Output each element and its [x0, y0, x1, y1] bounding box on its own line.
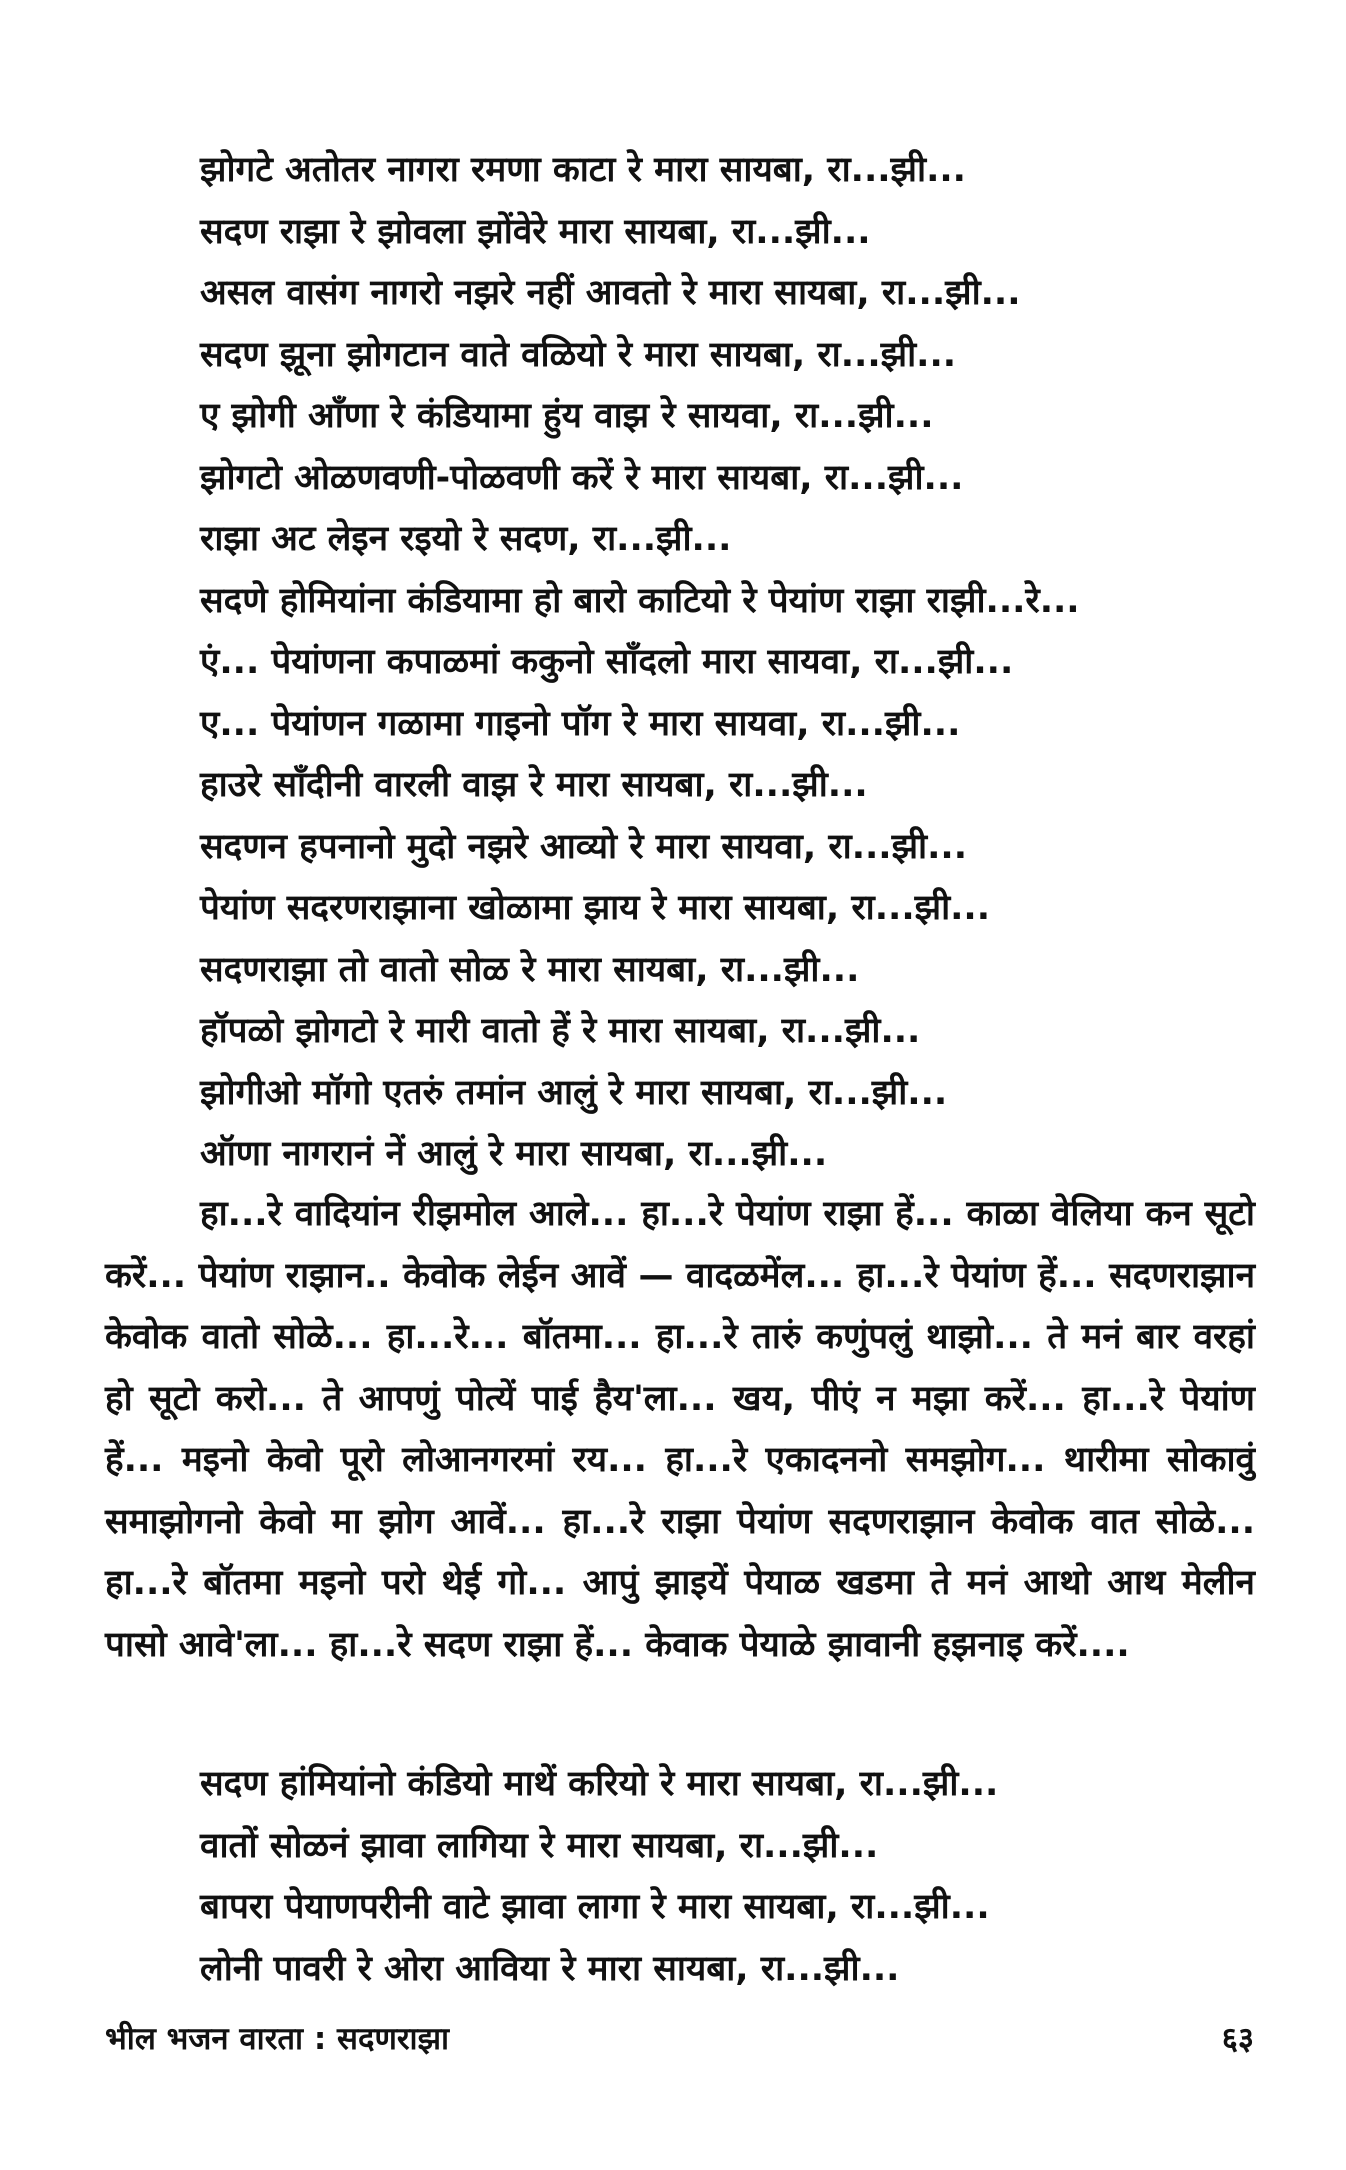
verse-line: हॉपळो झोगटो रे मारी वातो हें रे मारा सायबा, रा...झी... [200, 1011, 921, 1051]
verse-line: सदण झूना झोगटान वाते वळियो रे मारा सायबा, रा...झी... [200, 334, 957, 375]
verse-line: झोगटे अतोतर नागरा रमणा काटा रे मारा सायबा, रा...झी... [200, 150, 966, 190]
verse-line: सदणन हपनानो मुदो नझरे आव्यो रे मारा सायवा, रा...झी... [200, 826, 968, 867]
verse-line: सदण हांमियांनो कंडियो माथें करियो रे मारा सायबा, रा...झी... [200, 1764, 999, 1804]
running-footer-title: भील भजन वारता : सदणराझा [105, 2021, 450, 2057]
verse-block-bottom [200, 1754, 1260, 2000]
verse-line: हाउरे साँदीनी वारली वाझ रे मारा सायबा, रा...झी... [200, 765, 868, 805]
verse-line: पेयांण सदरणराझाना खोळामा झाय रे मारा सायबा, रा...झी... [200, 888, 991, 928]
prose-paragraph: हा...रे वादियांन रीझमोल आले... हा...रे पेयांण राझा हें... काळा वेलिया कन सूटो करें... पेयांण राझान.. केवोक लेईन आवें — वादळमेंल... हा...रे पेयांण हें... सदणराझान केवोक वातो सोळे... हा...रे... बॉतमा... हा...रे तारुं कणुंपलुं थाझो... ते मनं बार वरहां हो सूटो करो... ते आपणुं पोत्यें पाई हैय'ला... खय, पीएं न मझा करें... हा...रे पेयांण हें... मइनो केवो पूरो लोआनगरमां रय... हा...रे एकादननो समझोग... थारीमा सोकावुं समाझोगनो केवो मा झोग आवें... हा...रे राझा पेयांण सदणराझान केवोक वात सोळे... हा...रे बॉतमा मइनो परो थेई गो... आपुं झाइयें पेयाळ खडमा ते मनं आथो आथ मेलीन पासो आवे'ला... हा...रे सदण राझा हें... केवाक पेयाळे झावानी हझनाइ करें.... [105, 1194, 1255, 1665]
verse-line: झोगटो ओळणवणी-पोळवणी करें रे मारा सायबा, रा...झी... [200, 457, 964, 498]
verse-line: सदणराझा तो वातो सोळ रे मारा सायबा, रा...झी... [200, 949, 860, 990]
page-footer [105, 2017, 1254, 2065]
verse-line: सदण राझा रे झोवला झोंवेरे मारा सायबा, रा...झी... [200, 211, 871, 252]
verse-line: वातों सोळनं झावा लागिया रे मारा सायबा, रा...झी... [200, 1825, 879, 1866]
verse-block-top [200, 140, 1260, 1186]
verse-line: लोनी पावरी रे ओरा आविया रे मारा सायबा, रा...झी... [200, 1948, 900, 1989]
verse-line: सदणे होमियांना कंडियामा हो बारो काटियो रे पेयांण राझा राझी...रे... [200, 580, 1080, 621]
verse-line: झोगीओ मॉगो एतरुं तमांन आलुं रे मारा सायबा, रा...झी... [200, 1072, 948, 1113]
verse-line: ए... पेयांणन गळामा गाइनो पॉग रे मारा सायवा, रा...झी... [200, 703, 961, 744]
verse-line: ए झोगी आँणा रे कंडियामा हुंय वाझ रे सायवा, रा...झी... [200, 396, 934, 436]
verse-line: राझा अट लेइन रइयो रे सदण, रा...झी... [200, 519, 732, 559]
verse-line: एं... पेयांणना कपाळमां ककुनो साँदलो मारा सायवा, रा...झी... [200, 642, 1014, 682]
verse-line: बापरा पेयाणपरीनी वाटे झावा लागा रे मारा सायबा, रा...झी... [200, 1887, 990, 1927]
verse-line: ऑणा नागरानं नें आलुं रे मारा सायबा, रा...झी... [200, 1134, 828, 1174]
page-number: ६३ [1221, 2021, 1254, 2057]
verse-line: असल वासंग नागरो नझरे नहीं आवतो रे मारा सायबा, रा...झी... [200, 273, 1021, 313]
